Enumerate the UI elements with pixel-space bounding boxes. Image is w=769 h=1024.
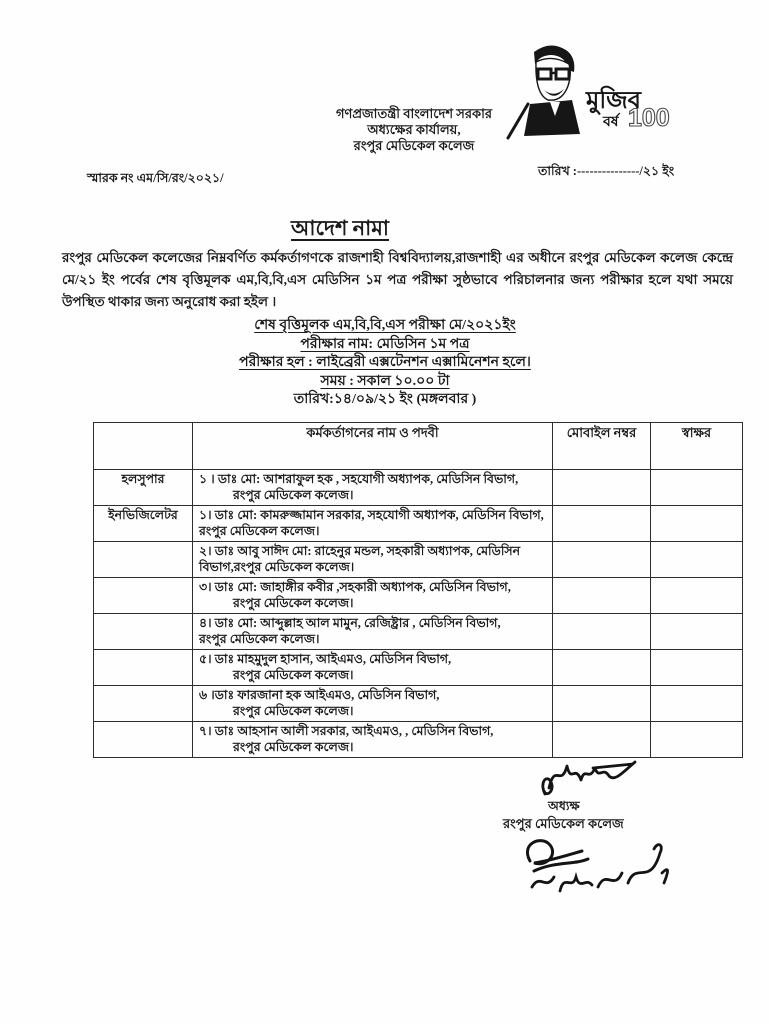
- logo-word-top: মুজিব: [586, 88, 642, 114]
- document-title: আদেশ নামা: [290, 216, 390, 240]
- signature-cell: [651, 506, 743, 542]
- role-cell: হলসুপার: [94, 470, 193, 506]
- role-cell: [94, 650, 193, 686]
- name-cell: ৪। ডাঃ মো: আব্দুল্লাহ আল মামুন, রেজিষ্ট্রার , মেডিসিন বিভাগ, রংপুর মেডিকেল কলেজ।: [193, 614, 553, 650]
- table-row: [94, 470, 743, 506]
- exam-date-line: তারিখ:১৪/০৯/২১ ইং (মঙ্গলবার ): [293, 392, 477, 407]
- mobile-cell: [553, 470, 651, 506]
- secondary-signature-icon: [512, 833, 672, 899]
- name-cell: ৬ ।ডাঃ ফারজানা হক আইএমও, মেডিসিন বিভাগ, রংপুর মেডিকেল কলেজ।: [193, 686, 553, 722]
- mobile-cell: [553, 506, 651, 542]
- logo-word-bottom: বর্ষ: [603, 115, 619, 130]
- role-cell: ইনভিজিলেটর: [94, 506, 193, 542]
- letterhead-government-line: গণপ্রজাতন্ত্রী বাংলাদেশ সরকার: [335, 106, 493, 121]
- signatory-organization: রংপুর মেডিকেল কলেজ: [503, 816, 624, 831]
- header-name-designation: কর্মকর্তাগনের নাম ও পদবী: [193, 423, 553, 470]
- role-cell: [94, 614, 193, 650]
- signature-cell: [651, 686, 743, 722]
- name-cell: ৫। ডাঃ মাহমুদুল হাসান, আইএমও, মেডিসিন বিভাগ, রংপুর মেডিকেল কলেজ।: [193, 650, 553, 686]
- signature-cell: [651, 542, 743, 578]
- table-row: [94, 722, 743, 758]
- exam-name-line: পরীক্ষার নাম: মেডিসিন ১ম পত্র: [300, 336, 470, 352]
- name-cell: ৭। ডাঃ আহসান আলী সরকার, আইএমও, , মেডিসিন বিভাগ, রংপুর মেডিকেল কলেজ।: [193, 722, 553, 758]
- letterhead-office-line: অধ্যক্ষের কার্যালয়,: [367, 122, 461, 137]
- logo-number-100: 100: [628, 104, 670, 132]
- header-role: [94, 423, 193, 470]
- signature-cell: [651, 650, 743, 686]
- mobile-cell: [553, 578, 651, 614]
- signatory-designation: অধ্যক্ষ: [548, 799, 580, 813]
- mobile-cell: [553, 650, 651, 686]
- letterhead-college-line: রংপুর মেডিকেল কলেজ: [353, 138, 475, 153]
- exam-title-line: শেষ বৃত্তিমূলক এম,বি,বি,এস পরীক্ষা মে/২০২১ইং: [254, 318, 516, 333]
- exam-time-line: সময় : সকাল ১০.০০ টা: [320, 373, 450, 389]
- header-signature: স্বাক্ষর: [651, 423, 743, 470]
- name-cell: ৩। ডাঃ মো: জাহাঙ্গীর কবীর ,সহকারী অধ্যাপক, মেডিসিন বিভাগ, রংপুর মেডিকেল কলেজ।: [193, 578, 553, 614]
- signature-cell: [651, 722, 743, 758]
- table-row: [94, 650, 743, 686]
- mobile-cell: [553, 542, 651, 578]
- memo-number: স্মারক নং এম/সি/রং/২০২১/: [87, 171, 224, 185]
- signature-cell: [651, 470, 743, 506]
- letterhead: [294, 106, 534, 154]
- duty-assignment-table: [93, 422, 743, 758]
- mobile-cell: [553, 686, 651, 722]
- date-line: তারিখ :---------------/২১ ইং: [538, 164, 675, 178]
- exam-hall-line: পরীক্ষার হল : লাইব্রেরী এক্সটেনশন এক্সামিনেশন হলে।: [239, 355, 531, 370]
- table-row: [94, 614, 743, 650]
- table-row: [94, 542, 743, 578]
- name-cell: ১। ডাঃ মো: কামরুজ্জামান সরকার, সহযোগী অধ্যাপক, মেডিসিন বিভাগ, রংপুর মেডিকেল কলেজ।: [193, 506, 553, 542]
- role-cell: [94, 686, 193, 722]
- name-cell: ১ । ডাঃ মো: আশরাফুল হক , সহযোগী অধ্যাপক, মেডিসিন বিভাগ, রংপুর মেডিকেল কলেজ।: [193, 470, 553, 506]
- principal-signature-icon: [535, 752, 640, 802]
- table-row: [94, 686, 743, 722]
- role-cell: [94, 722, 193, 758]
- order-body-paragraph: রংপুর মেডিকেল কলেজের নিম্নবর্ণিত কর্মকর্তাগণকে রাজশাহী বিশ্ববিদ্যালয়,রাজশাহী এর অধীনে রংপুর মেডিকেল কলেজ কেন্দ্রে মে/২১ ইং পর্বের শেষ বৃত্তিমূলক এম,বি,বি,এস মেডিসিন ১ম পত্র পরীক্ষা সুষ্ঠভাবে পরিচালনার জন্য পরীক্ষার হলে যথা সময়ে উপস্থিত থাকার জন্য অনুরোধ করা হইল ।: [62, 250, 733, 309]
- exam-info-block: [160, 317, 610, 410]
- name-cell: ২। ডাঃ আবু সাঈদ মো: রাহেনুর মন্ডল, সহকারী অধ্যাপক, মেডিসিন বিভাগ,রংপুর মেডিকেল কলেজ।: [193, 542, 553, 578]
- header-mobile: মোবাইল নম্বর: [553, 423, 651, 470]
- signature-cell: [651, 614, 743, 650]
- mobile-cell: [553, 614, 651, 650]
- table-header-row: [94, 423, 743, 470]
- role-cell: [94, 542, 193, 578]
- role-cell: [94, 578, 193, 614]
- signature-cell: [651, 578, 743, 614]
- table-row: [94, 506, 743, 542]
- table-row: [94, 578, 743, 614]
